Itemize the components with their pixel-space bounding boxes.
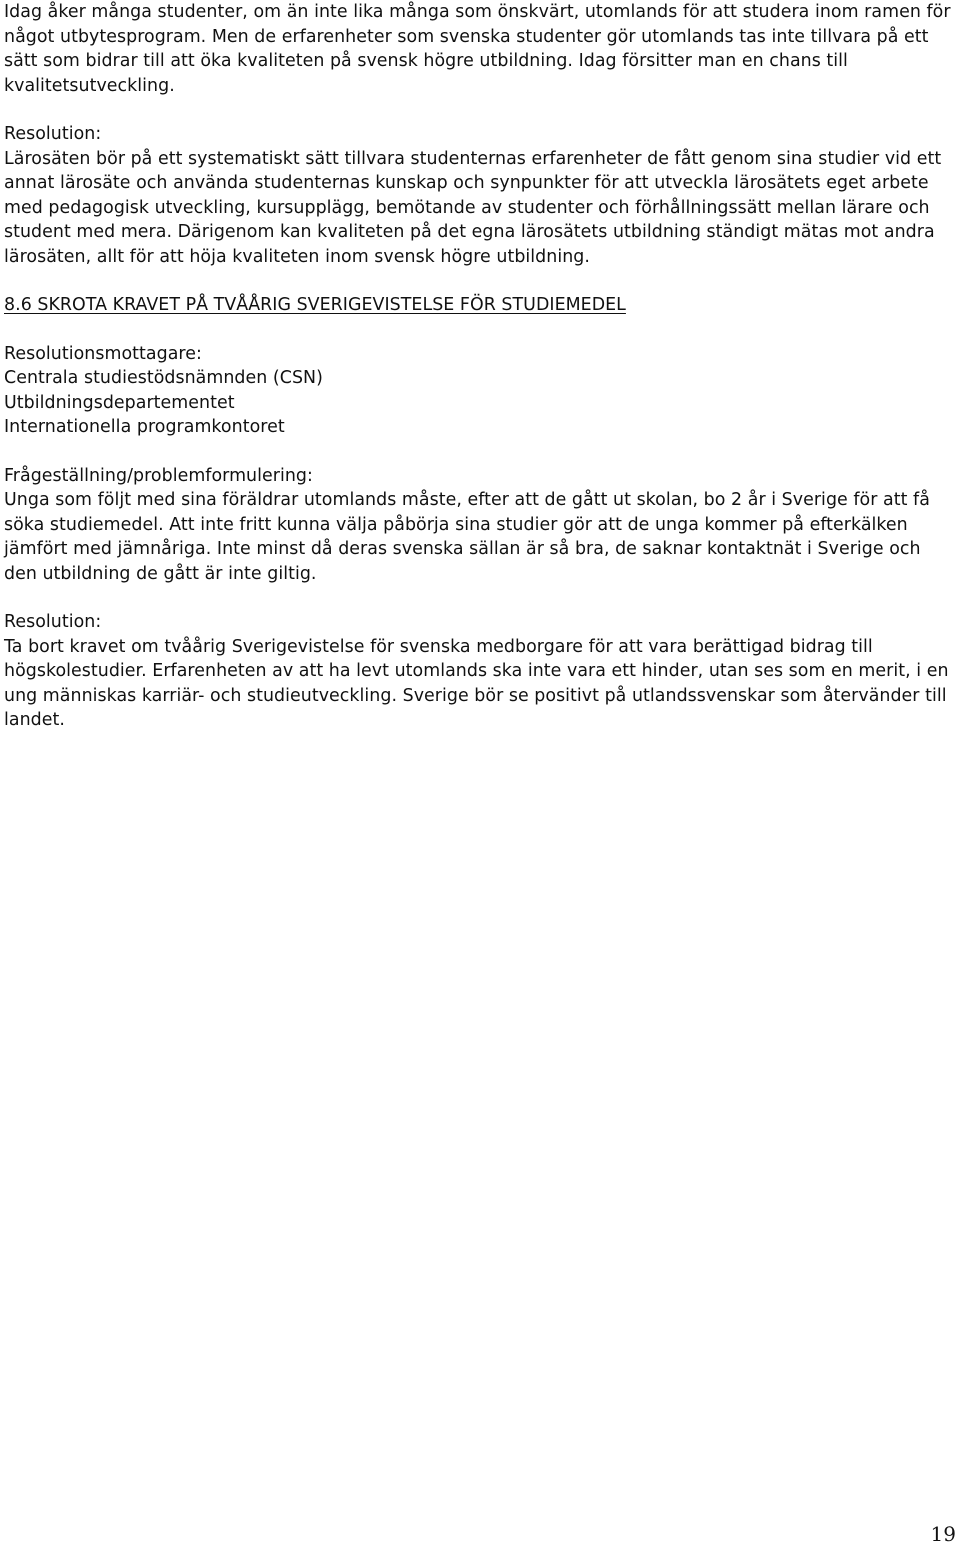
intro-paragraph: Idag åker många studenter, om än inte lika många som önskvärt, utomlands för att studera inom ramen för något utbytesprogram. Men de erfarenheter som svenska studenter gör utomlands tas inte tillvara på ett sätt som bidrar till att öka kvaliteten på svensk högre utbildning. Idag försitter man en chans till kvalitetsutveckling. (4, 2, 951, 96)
resolution-block-1 (4, 122, 954, 269)
recipient-item: Centrala studiestödsnämnden (CSN) (4, 368, 323, 388)
resolution-label: Resolution: (4, 124, 102, 144)
resolution-block-2 (4, 610, 954, 733)
recipients-block (4, 342, 954, 440)
resolution-text: Lärosäten bör på ett systematiskt sätt tillvara studenternas erfarenheter de fått genom sina studier vid ett annat lärosäte och använda studenternas kunskap och synpunkter för att utveckla lärosätets eget arbete med pedagogisk utveckling, kursupplägg, bemötande av studenter och förhållningssätt mellan lärare och student med mera. Därigenom kan kvaliteten på det egna lärosätets utbildning ständigt mätas mot andra lärosäten, allt för att höja kvaliteten inom svensk högre utbildning. (4, 148, 942, 267)
problem-block (4, 464, 954, 587)
section-heading: 8.6 SKROTA KRAVET PÅ TVÅÅRIG SVERIGEVISTELSE FÖR STUDIEMEDEL (4, 295, 626, 315)
resolution-label: Resolution: (4, 612, 102, 632)
problem-label: Frågeställning/problemformulering: (4, 465, 313, 486)
document-page (4, 0, 954, 733)
resolution-text: Ta bort kravet om tvåårig Sverigevistelse för svenska medborgare för att vara berättigad bidrag till högskolestudier. Erfarenheten av att ha levt utomlands ska inte vara ett hinder, utan ses som en merit, i en ung människas karriär- och studieutveckling. Sverige bör se positivt på utlandssvenskar som återvänder till landet. (4, 636, 949, 730)
recipient-item: Utbildningsdepartementet (4, 392, 235, 413)
recipients-label: Resolutionsmottagare: (4, 343, 202, 364)
recipient-item: Internationella programkontoret (4, 417, 285, 437)
problem-text: Unga som följt med sina föräldrar utomlands måste, efter att de gått ut skolan, bo 2 år i Sverige för att få söka studiemedel. Att inte fritt kunna välja påbörja sina studier gör att de unga kommer på efterkälken jämfört med jämnåriga. Inte minst då deras svenska sällan är så bra, de saknar kontaktnät i Sverige och den utbildning de gått är inte giltig. (4, 490, 930, 584)
page-number: 19 (930, 1522, 956, 1546)
